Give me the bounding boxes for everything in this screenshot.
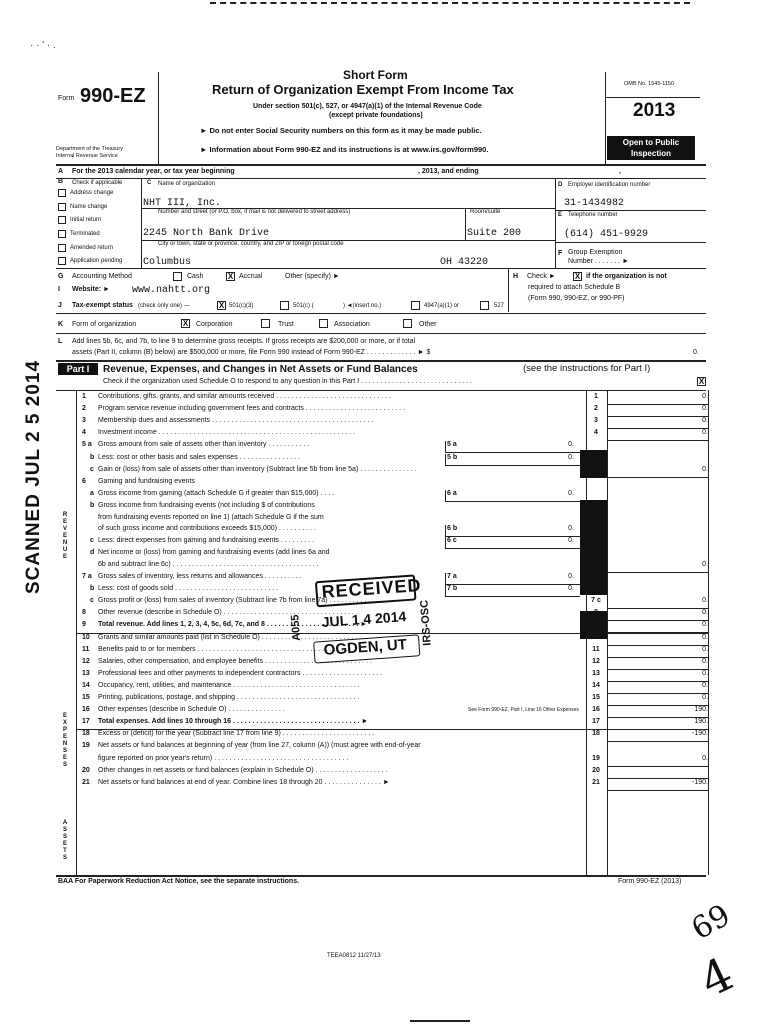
gross-receipts-text-2: assets (Part II, column (B) below) are $500,000 or more, file Form 990 instead of Form 990-EZ . . . . . . . . . . . . . ► $ (72, 349, 431, 356)
check-if-applicable: Check if applicable (72, 180, 123, 186)
501c3-label: 501(c)(3) (229, 303, 254, 309)
line-description: Gross income from gaming (attach Schedule G if greater than $15,000) . . . . (98, 489, 335, 497)
form-subtitle-2: (except private foundations) (329, 112, 423, 119)
org-name-caption: Name of organization (158, 181, 216, 187)
line-description: Occupancy, rent, utilities, and maintenance . . . . . . . . . . . . . . . . . . . . . . . . . . . . . . . . . (98, 681, 360, 689)
line-box-label: 11 (592, 645, 600, 653)
line-description: Less: cost of goods sold . . . . . . . . . . . . . . . . . . . . . . . . . . . (98, 585, 279, 593)
trust-checkbox[interactable] (261, 319, 270, 328)
inner-amount[interactable]: 0. (568, 453, 574, 461)
handwritten-mark-2: 4 (691, 946, 742, 1008)
line-amount[interactable]: 0. (702, 694, 708, 701)
section-b-checkbox[interactable] (58, 244, 66, 252)
line-description: Membership dues and assessments . . . . . . . . . . . . . . . . . . . . . . . . . . . . . . . . . . . . . . . . . . (98, 417, 374, 425)
line-number: 1 (82, 393, 86, 400)
group-exemption-number: Number . . . . . . . ► (568, 258, 629, 265)
part1-line (0, 417, 770, 429)
part1-line (0, 478, 770, 490)
line-number: 3 (82, 417, 86, 425)
line-box-label: 13 (592, 669, 600, 677)
schedule-b-text-2: required to attach Schedule B (528, 284, 621, 291)
schedule-o-checkbox[interactable]: X (698, 377, 705, 386)
other-org-label: Other (419, 321, 437, 328)
revenue-side-label: R E V E N U E (62, 512, 68, 560)
line-description: Net income or (loss) from gaming and fundraising events (add lines 6a and (98, 548, 330, 556)
line-description: Other expenses (describe in Schedule O) . . . . . . . . . . . . . . . (98, 706, 285, 714)
line-description: 6b and subtract line 6c) . . . . . . . . . . . . . . . . . . . . . . . . . . . . . . . . . . . . . . (98, 560, 319, 568)
form-of-organization: Form of organization (72, 321, 137, 328)
line-box-label: 16 (592, 706, 600, 714)
line-number: d (90, 548, 95, 556)
part1-label: Part I (58, 363, 98, 375)
part1-line (0, 502, 770, 514)
part1-line (0, 742, 770, 754)
line-number: 10 (82, 633, 90, 641)
part1-title: Revenue, Expenses, and Changes in Net Assets or Fund Balances (103, 364, 418, 375)
line-amount[interactable]: 0. (702, 657, 708, 665)
line-number: 9 (82, 621, 86, 629)
line-amount[interactable]: -190. (692, 730, 708, 738)
line-amount[interactable]: 0. (702, 417, 708, 425)
527-checkbox[interactable] (480, 301, 489, 310)
part1-line (0, 466, 770, 478)
line-amount[interactable]: 0. (702, 405, 708, 413)
corporation-label: Corporation (196, 321, 233, 328)
line-box-label: 18 (592, 730, 600, 738)
received-city: OGDEN, UT (323, 636, 408, 659)
part1-line (0, 537, 770, 549)
received-stamp (289, 574, 434, 675)
check-h: Check ► (527, 273, 556, 280)
part1-line (0, 561, 770, 573)
group-exemption-caption: Group Exemption (568, 249, 623, 256)
line-number: 19 (82, 742, 90, 750)
line-number: 12 (82, 657, 90, 665)
line-description: Printing, publications, postage, and shipping . . . . . . . . . . . . . . . . . . . . . . . . . . . . . . . . (98, 694, 360, 701)
line-number: 15 (82, 694, 90, 701)
section-a-label: A (58, 168, 64, 175)
line-number: 13 (82, 669, 90, 677)
501c-checkbox[interactable] (280, 301, 289, 310)
part1-line (0, 767, 770, 779)
section-b-item-label: Initial return (70, 217, 102, 223)
part1-line (0, 779, 770, 791)
line-number: 16 (82, 706, 90, 714)
line-description: Contributions, gifts, grants, and similar amounts received . . . . . . . . . . . . . . . . . . . . . . . . . . . . . . (98, 393, 391, 400)
line-amount[interactable]: 0. (702, 393, 708, 400)
line-number: 6 (82, 477, 86, 485)
tax-year: 2013 (633, 100, 676, 121)
form-subtitle: Under section 501(c), 527, or 4947(a)(1) of the Internal Revenue Code (253, 103, 482, 110)
4947-checkbox[interactable] (411, 301, 420, 310)
schedule-b-text: if the organization is not (586, 273, 667, 280)
line-amount[interactable]: 190. (694, 718, 708, 726)
inner-amount[interactable]: 0. (568, 585, 574, 593)
phone[interactable]: (614) 451-9929 (564, 229, 649, 240)
line-number: 14 (82, 681, 90, 689)
part1-line (0, 694, 770, 706)
line-number: 20 (82, 766, 90, 774)
line-description: Total revenue. Add lines 1, 2, 3, 4, 5c, 6d, 7c, and 8 . . . . . . . . . . . . . . . . . . . . . . . . ► (98, 621, 368, 629)
section-b-label: B (58, 178, 64, 185)
line-description: Net assets or fund balances at end of year. Combine lines 18 through 20 . . . . . . . . . . . . . . . ► (98, 778, 390, 786)
part1-line (0, 706, 770, 718)
line-description: Other revenue (describe in Schedule O) . . . . . . . . . . . . . . . . . . . . . . . . . . . . . . . . . . . (98, 609, 358, 617)
line-description: Gross amount from sale of assets other than inventory . . . . . . . . . . . (98, 441, 310, 449)
line-number: a (90, 489, 94, 497)
line-box-label: 14 (592, 681, 600, 689)
accrual-label: Accrual (239, 273, 263, 280)
line-number: b (90, 501, 95, 509)
gross-receipts-text: Add lines 5b, 6c, and 7b, to line 9 to determine gross receipts. If gross receipts are $200,000 or more, or if total (72, 338, 416, 345)
part1-line (0, 525, 770, 537)
ssn-notice: ► Do not enter Social Security numbers on this form as it may be made public. (200, 126, 482, 135)
inner-box-label: 6 c (447, 536, 457, 544)
line-number: 11 (82, 645, 90, 653)
line-description: Other changes in net assets or fund balances (explain in Schedule O) . . . . . . . . . . . . . . . . . . . (98, 766, 388, 774)
inspection: Inspection (630, 149, 671, 158)
line-box-label: 19 (592, 754, 600, 762)
section-b-item-label: Name change (70, 204, 108, 210)
line-box-label: 12 (592, 657, 600, 665)
inner-box-label: 6 b (447, 524, 458, 532)
line-amount[interactable]: 0. (702, 754, 708, 762)
line-amount[interactable]: 0. (702, 669, 708, 677)
line-description: Professional fees and other payments to independent contractors . . . . . . . . . . . . . . . . . . . . . (98, 669, 383, 677)
line-number: c (90, 597, 94, 605)
line-description: Salaries, other compensation, and employee benefits . . . . . . . . . . . . . . . . . . . . . . . . . . . . (98, 657, 372, 665)
room-caption: Room/suite (470, 209, 501, 215)
form-number: 990-EZ (80, 85, 146, 107)
assets-side-label: A S S E T S (62, 820, 68, 861)
line-box-label: 17 (592, 718, 600, 726)
shaded-column-2 (580, 500, 607, 595)
form-title: Return of Organization Exempt From Income Tax (212, 82, 514, 97)
line-description: Net assets or fund balances at beginning of year (from line 27, column (A)) (must agree with end-of-year (98, 742, 421, 750)
section-b-checkbox[interactable] (58, 257, 66, 265)
part1-line (0, 755, 770, 767)
section-i-label: I (58, 286, 60, 293)
stamp-side-right: IRS-OSC (418, 599, 434, 647)
section-g-label: G (58, 273, 64, 280)
gross-receipts-value[interactable]: 0. (693, 349, 699, 356)
part1-line (0, 429, 770, 441)
section-b-checkbox[interactable] (58, 203, 66, 211)
section-b-item-label: Terminated (70, 231, 100, 237)
line-amount[interactable]: -190. (692, 778, 708, 786)
software-code: TEEA0812 11/27/13 (327, 953, 381, 959)
association-label: Association (334, 321, 370, 328)
open-inspection-badge (607, 136, 695, 160)
cash-label: Cash (187, 273, 204, 280)
part1-line (0, 454, 770, 466)
website-value[interactable]: www.nahtt.org (132, 285, 211, 296)
501c-label: 501(c) ( (293, 303, 314, 309)
accounting-method: Accounting Method (72, 273, 132, 280)
shaded-column-3 (580, 611, 607, 639)
section-b-checkbox[interactable] (58, 216, 66, 224)
line-description: Investment income . . . . . . . . . . . . . . . . . . . . . . . . . . . . . . . . . . . . . . . . . . . . . . . . . . . (98, 429, 356, 437)
inner-amount[interactable]: 0. (568, 489, 574, 497)
inner-amount[interactable]: 0. (568, 573, 574, 580)
part1-line (0, 682, 770, 694)
line-box-label: 3 (594, 417, 598, 425)
line-amount[interactable]: 0. (702, 465, 708, 473)
trust-label: Trust (278, 321, 294, 328)
line-amount[interactable]: 0. (702, 429, 708, 437)
section-l-label: L (58, 338, 63, 345)
line-amount[interactable]: 0. (702, 560, 708, 568)
line-number: b (90, 585, 95, 593)
line-number: 8 (82, 609, 86, 617)
line-number: 18 (82, 730, 90, 738)
tax-exempt-status: Tax-exempt status (72, 302, 133, 309)
schedule-b-text-3: (Form 990, 990-EZ, or 990-PF) (528, 295, 625, 302)
line-number: c (90, 536, 94, 544)
line-number: 4 (82, 429, 86, 437)
inner-box-label: 6 a (447, 489, 457, 497)
info-notice: ► Information about Form 990-EZ and its instructions is at www.irs.gov/form990. (200, 145, 489, 154)
city-caption: City or town, state or province, country, and ZIP or foreign postal code (158, 241, 344, 247)
501c3-checkbox[interactable]: X (218, 301, 225, 310)
department: Department of the Treasury (56, 146, 123, 152)
line-amount[interactable]: 0. (702, 621, 708, 629)
received-date: JUL 1 4 2014 (321, 608, 407, 630)
other-method-label: Other (specify) ► (285, 273, 340, 280)
handwritten-mark: 69 (685, 897, 737, 948)
phone-caption: Telephone number (568, 212, 618, 218)
form-label: Form (58, 95, 75, 102)
line-box-label: 20 (592, 766, 600, 774)
line-description: from fundraising events reported on line 1) (attach Schedule G if the sum (98, 514, 324, 521)
line-description: Gross profit or (loss) from sales of inventory (Subtract line 7b from line 7a) . . . . . . . . . . . . . (98, 597, 379, 605)
section-k-label: K (58, 321, 64, 328)
line-amount[interactable]: 190. (694, 706, 708, 714)
shaded-column (580, 450, 607, 478)
association-checkbox[interactable] (319, 319, 328, 328)
line-box-label: 21 (592, 778, 600, 786)
line-box-label: 15 (592, 694, 600, 701)
section-h-label: H (513, 273, 519, 280)
section-f-label: F (558, 250, 563, 257)
line-description: Program service revenue including government fees and contracts . . . . . . . . . . . . . . . . . . . . . . . . . . (98, 405, 405, 413)
section-b-item-label: Address change (70, 190, 114, 196)
scan-specks: · · ' · . (30, 40, 56, 51)
part1-line (0, 441, 770, 453)
tax-year-ending: , 2013, and ending (418, 168, 479, 175)
schedule-o-check-text: Check if the organization used Schedule O to respond to any question in this Part I . . . . . . . . . . . . . . . . . . . . . . . . . . . . . (103, 378, 472, 385)
form-footer: Form 990-EZ (2013) (618, 878, 682, 885)
inner-box-label: 7 b (447, 585, 458, 593)
line-description: Excess or (deficit) for the year (Subtract line 17 from line 9) . . . . . . . . . . . . . . . . . . . . . . . . (98, 730, 375, 738)
line-description: Gaming and fundraising events (98, 477, 195, 485)
check-only-one: (check only one) — (138, 303, 190, 309)
section-b-item-label: Amended return (70, 245, 114, 251)
line-amount[interactable]: 0. (702, 609, 708, 617)
inner-box-label: 5 a (447, 441, 457, 449)
part1-line (0, 405, 770, 417)
expenses-side-label: E X P E N S E S (62, 713, 68, 768)
line-description: Gross income from fundraising events (not including $ of contributions (98, 501, 315, 509)
line-amount[interactable]: 0. (702, 633, 708, 641)
inner-amount[interactable]: 0. (568, 524, 574, 532)
line-number: 17 (82, 718, 90, 726)
line-box-label: 7 c (591, 597, 601, 605)
inner-box-label: 5 b (447, 453, 458, 461)
org-name[interactable]: NHT III, Inc. (143, 198, 222, 209)
inner-box-label: 7 a (447, 573, 457, 580)
schedule-b-checkbox[interactable]: X (574, 272, 581, 281)
section-b-checkbox[interactable] (58, 230, 66, 238)
line-description: Benefits paid to or for members . . . . . . . . . . . . . . . . . . . . . . . . . . . . . . . . . . . . . . . . (98, 645, 352, 653)
line-description: Less: direct expenses from gaming and fundraising events . . . . . . . . . (98, 536, 314, 544)
line-description: Grants and similar amounts paid (list in Schedule O) . . . . . . . . . . . . . . . . . . . . . . . . . . . . (98, 633, 369, 641)
line-number: 7 a (82, 573, 92, 580)
cash-checkbox[interactable] (173, 272, 182, 281)
received-text: RECEIVED (320, 574, 423, 602)
ein-caption: Employer identification number (568, 182, 651, 188)
part1-line (0, 670, 770, 682)
open-to-public: Open to Public (622, 138, 680, 147)
line-note: See Form 990-EZ, Part I, Line 16 Other Expenses (468, 707, 579, 714)
inner-amount[interactable]: 0. (568, 536, 574, 544)
line-box-label: 2 (594, 405, 598, 413)
line-description: Total expenses. Add lines 10 through 16 . . . . . . . . . . . . . . . . . . . . . . . . . . . . . . . . . ► (98, 718, 369, 726)
line-description: Gain or (loss) from sale of assets other than inventory (Subtract line 5b from line 5a) . . . . . . . . . . . . . . . (98, 465, 417, 473)
baa-notice: BAA For Paperwork Reduction Act Notice, see the separate instructions. (58, 878, 300, 885)
state-zip[interactable]: OH 43220 (440, 257, 489, 268)
part1-line (0, 549, 770, 561)
part1-line (0, 393, 770, 405)
line-number: 5 a (82, 441, 92, 449)
line-amount[interactable]: 0. (702, 681, 708, 689)
line-amount[interactable]: 0. (702, 597, 708, 605)
line-box-label: 4 (594, 429, 598, 437)
line-description: Gross sales of inventory, less returns and allowances . . . . . . . . . . (98, 573, 302, 580)
short-form-label: Short Form (343, 68, 408, 82)
street-address[interactable]: 2245 North Bank Drive (143, 228, 270, 239)
tax-year-beginning: For the 2013 calendar year, or tax year beginning (72, 168, 235, 175)
line-number: 2 (82, 405, 86, 413)
section-e-label: E (558, 212, 563, 218)
inner-amount[interactable]: 0. (568, 441, 574, 449)
4947-label: 4947(a)(1) or (424, 303, 460, 309)
part1-line (0, 730, 770, 742)
street-caption: Number and street (or P.O. box, if mail is not delivered to street address) (158, 209, 351, 215)
irs-label: Internal Revenue Service (56, 153, 118, 159)
line-box-label: 1 (594, 393, 598, 400)
line-amount[interactable]: 0. (702, 645, 708, 653)
tax-year-comma: , (619, 168, 621, 175)
line-description: of such gross income and contributions exceeds $15,000) . . . . . . . . . . (98, 524, 316, 532)
line-number: b (90, 453, 95, 461)
line-number: c (90, 465, 94, 473)
suite-number[interactable]: Suite 200 (467, 228, 522, 239)
part1-line (0, 490, 770, 502)
insert-no-label: ) ◄(insert no.) (343, 303, 382, 309)
website-label: Website: ► (72, 286, 110, 293)
stamp-side-left: A055 (289, 614, 303, 642)
527-label: 527 (494, 303, 505, 309)
city[interactable]: Columbus (143, 257, 192, 268)
line-number: 21 (82, 778, 90, 786)
section-d-label: D (558, 182, 563, 188)
ein[interactable]: 31-1434982 (564, 198, 625, 209)
scanned-stamp: SCANNED JUL 2 5 2014 (23, 359, 44, 594)
omb-number: OMB No. 1545-1150 (624, 81, 675, 87)
corporation-checkbox[interactable]: X (182, 319, 189, 328)
line-description: Less: cost or other basis and sales expenses . . . . . . . . . . . . . . . . (98, 453, 300, 461)
other-org-checkbox[interactable] (403, 319, 412, 328)
accrual-checkbox[interactable]: X (227, 272, 234, 281)
section-b-checkbox[interactable] (58, 189, 66, 197)
line-description: figure reported on prior year's return) . . . . . . . . . . . . . . . . . . . . . . . . . . . . . . . . . . . (98, 754, 349, 762)
section-j-label: J (58, 302, 62, 309)
section-b-item-label: Application pending (70, 258, 123, 264)
section-c-label: C (147, 180, 152, 186)
part1-title-note: (see the instructions for Part I) (523, 363, 651, 374)
